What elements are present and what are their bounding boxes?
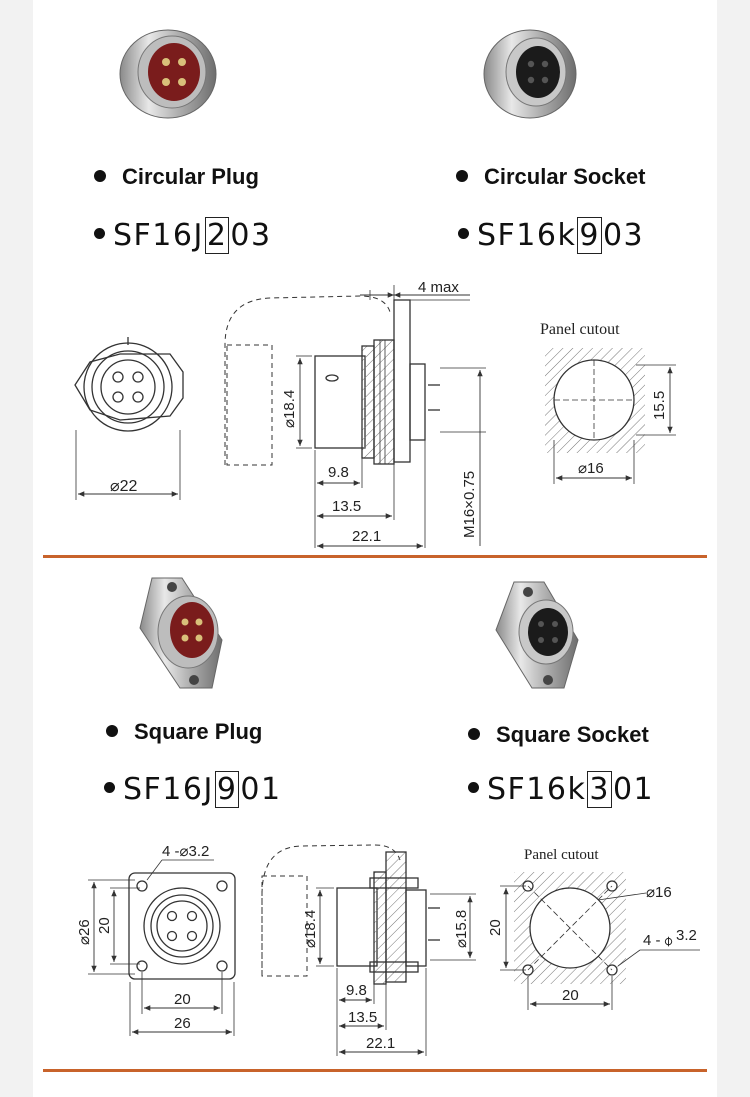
dim-d26: ⌀26: [76, 919, 93, 945]
dim-d22: ⌀22: [110, 478, 138, 495]
dim-20-vertical: 20: [96, 917, 113, 934]
dim-15-5: 15.5: [651, 390, 668, 420]
dim-cutout-holes-val: 3.2: [676, 927, 697, 944]
panel-cutout-title-square: Panel cutout: [524, 847, 599, 863]
dim-d15-8: ⌀15.8: [453, 909, 470, 948]
dim-d18-4: ⌀18.4: [281, 389, 298, 428]
dim-thread: M16×0.75: [461, 470, 478, 538]
dim-13-5: 13.5: [332, 498, 362, 515]
dim-cutout-holes-prefix: 4 -: [643, 932, 661, 949]
square-plug-code: SF16J 9 01: [104, 772, 282, 807]
dim-d16: ⌀16: [578, 460, 604, 477]
dim-22-1: 22.1: [352, 528, 382, 545]
dim-d18-4-square: ⌀18.4: [302, 909, 319, 948]
dim-cutout-20-vertical: 20: [487, 919, 504, 936]
square-socket-code: SF16k 3 01: [468, 772, 654, 807]
dim-20-width: 20: [174, 991, 191, 1008]
panel-cutout-title: Panel cutout: [540, 321, 620, 338]
circular-socket-code: SF16k 9 03: [458, 218, 644, 253]
dim-cutout-holes-dia: ⌀: [658, 931, 677, 950]
dim-13-5-square: 13.5: [348, 1009, 378, 1026]
dim-26-width: 26: [174, 1015, 191, 1032]
dim-9-8: 9.8: [328, 464, 349, 481]
circular-plug-code: SF16J 2 03: [94, 218, 272, 253]
dim-cutout-d16: ⌀16: [646, 884, 672, 901]
circular-plug-label: Circular Plug: [94, 164, 259, 190]
front-view-square: [88, 860, 235, 1036]
dim-22-1-square: 22.1: [366, 1035, 396, 1052]
square-plug-label: Square Plug: [106, 719, 262, 745]
dim-4max: 4 max: [418, 279, 459, 296]
dim-9-8-square: 9.8: [346, 982, 367, 999]
dim-holes: 4 -⌀3.2: [162, 843, 210, 860]
square-socket-label: Square Socket: [468, 722, 649, 748]
circular-socket-label: Circular Socket: [456, 164, 645, 190]
dim-cutout-20-width: 20: [562, 987, 579, 1004]
